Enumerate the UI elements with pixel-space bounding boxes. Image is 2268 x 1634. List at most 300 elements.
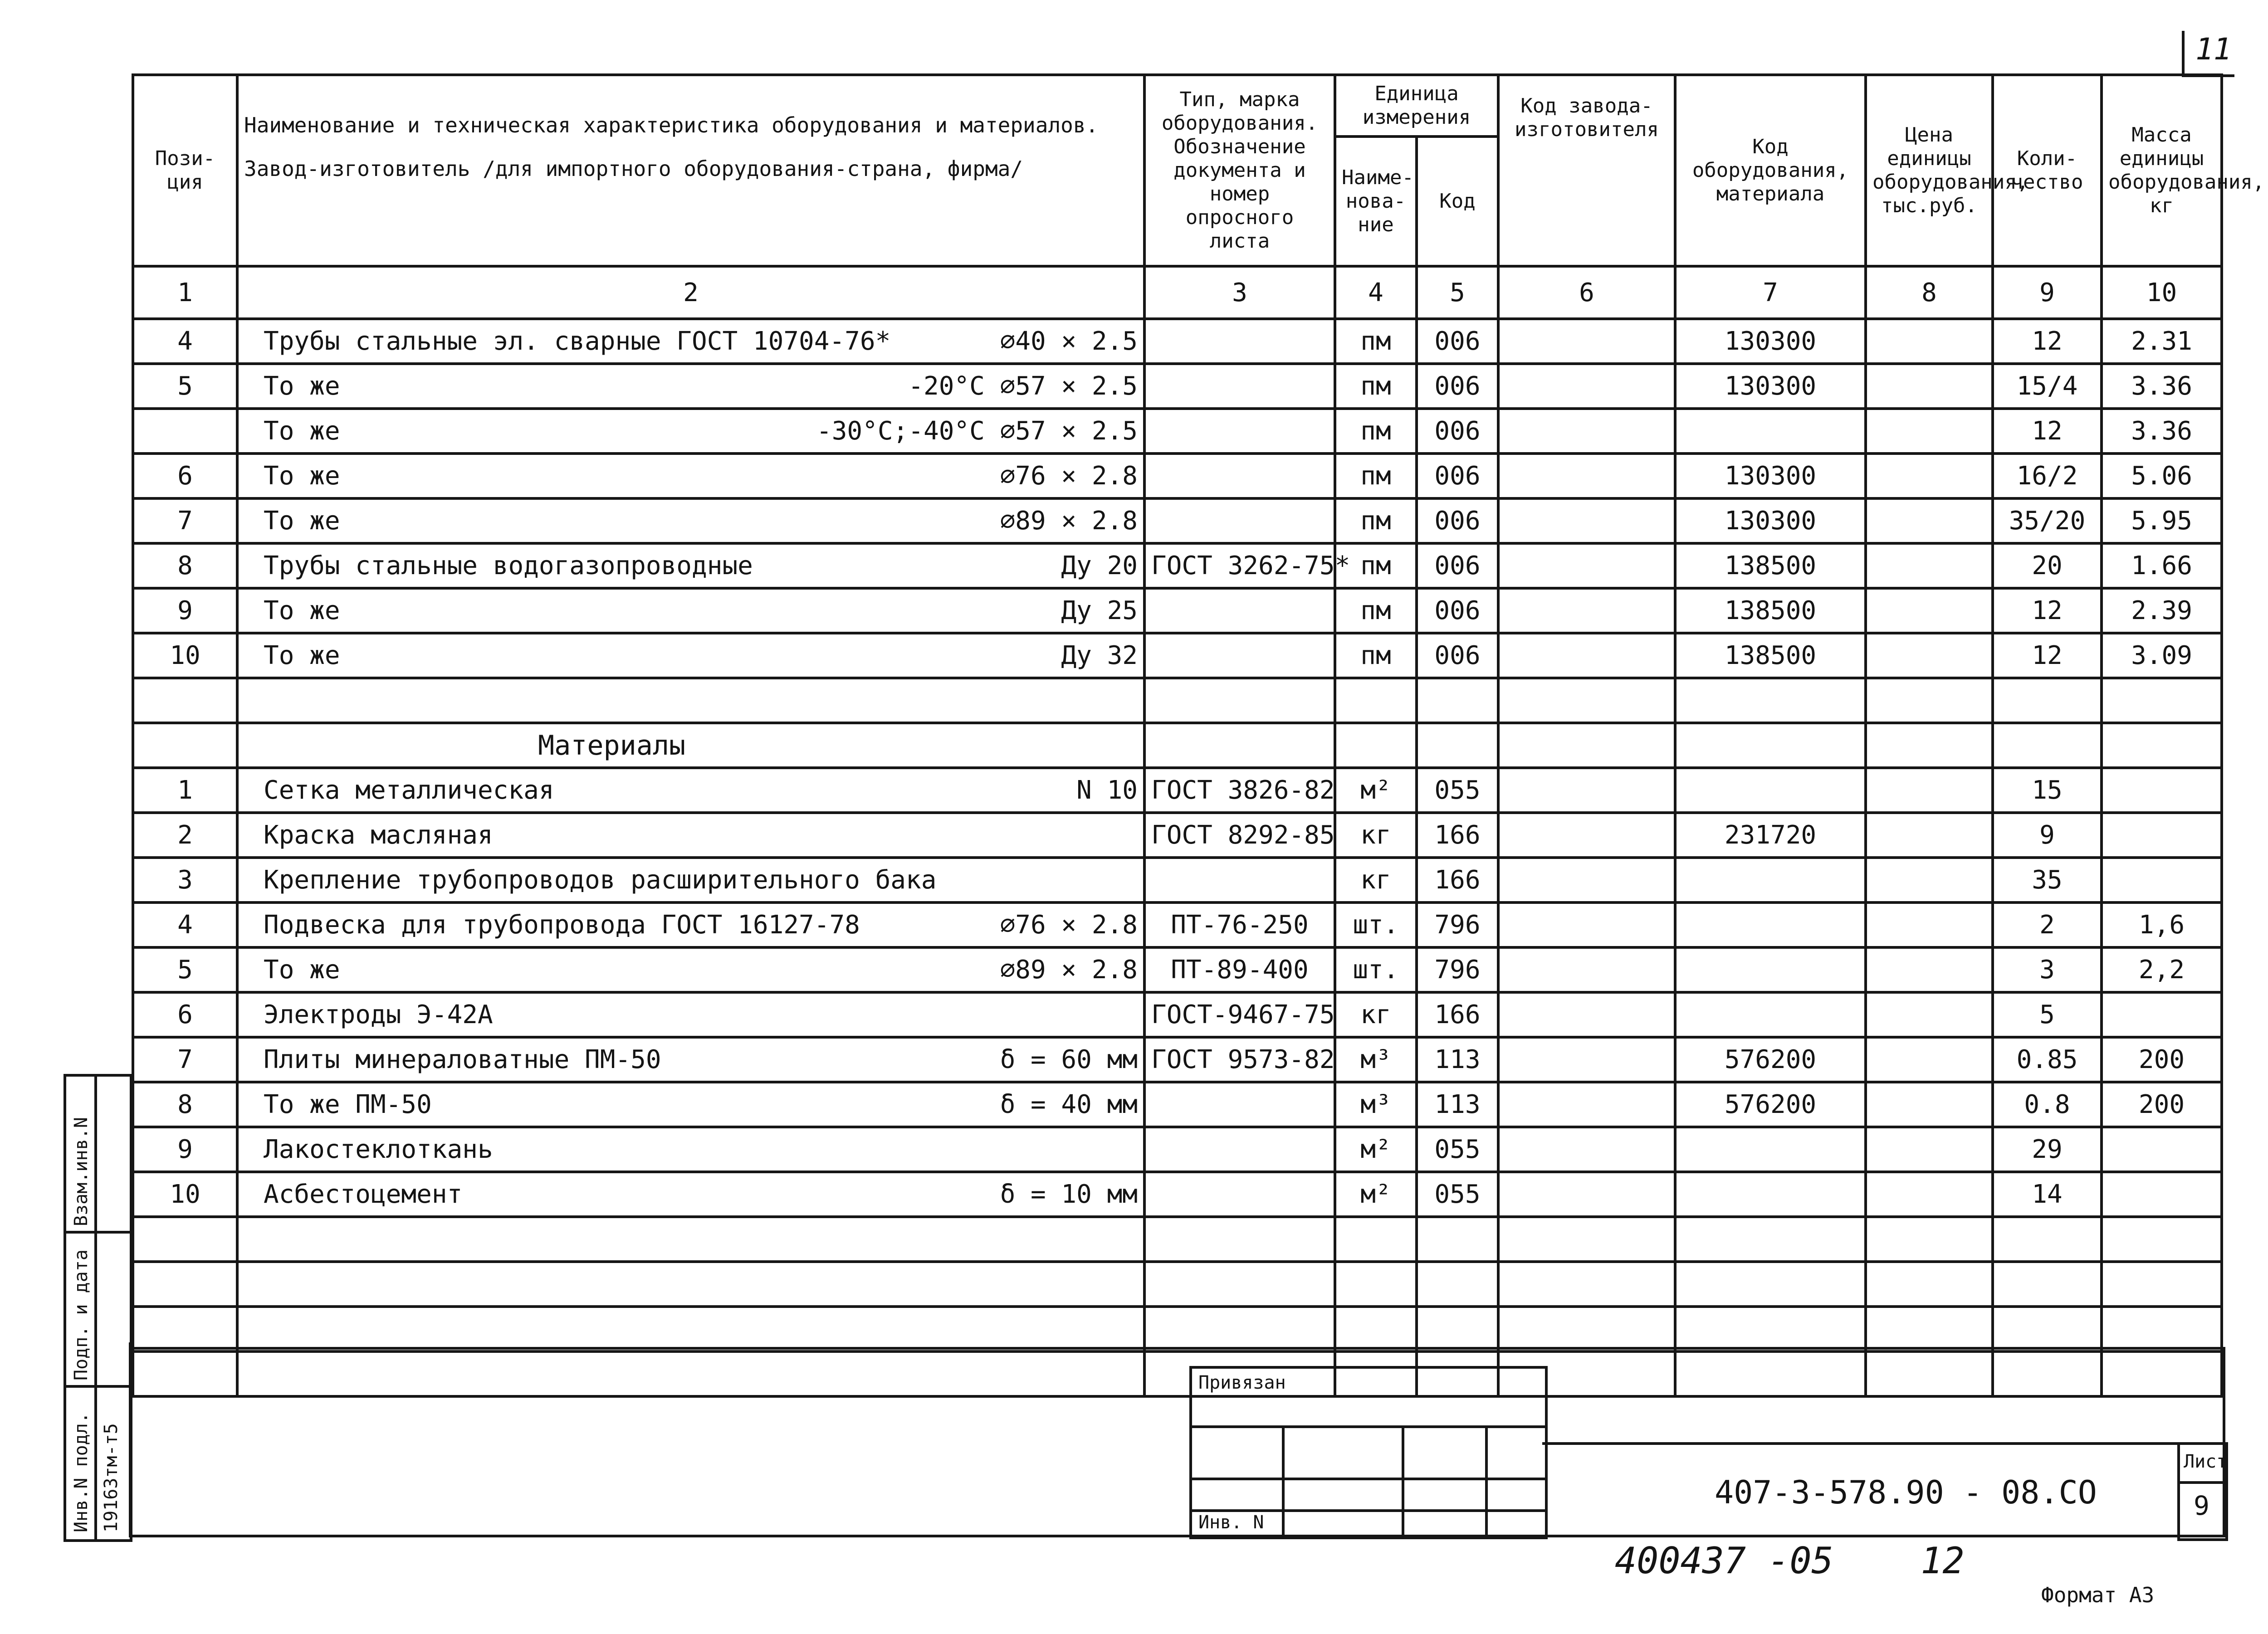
header-row [133,75,2222,137]
cell-pos: 6 [133,992,237,1037]
cell-unit: пм [1335,409,1417,454]
cell-pos: 4 [133,319,237,364]
cell-unit: пм [1335,364,1417,409]
format-label: Формат А3 [2041,1583,2155,1607]
cell-unit: пм [1335,454,1417,498]
item-name: Асбестоцемент [264,1180,463,1209]
cell-type [1144,588,1335,633]
empty-cell [2102,1307,2222,1351]
cell-code: 006 [1417,454,1498,498]
empty-cell [1675,678,1866,723]
empty-cell [1417,723,1498,768]
item-name: То же [264,955,340,985]
cell-equip [1675,768,1866,813]
empty-cell [1417,678,1498,723]
cell-factory [1498,902,1675,947]
empty-cell [1993,678,2102,723]
empty-row [133,1307,2222,1351]
document-code: 407-3-578.90 - 08.CO [1715,1474,2097,1511]
header-name: Наименование и техническая характеристика оборудования и материалов. Завод-изготовитель /для импортного оборудования-страна, фирма/ [237,75,1144,266]
cell-price [1866,364,1993,409]
header-unit-name: Наиме-нова-ние [1335,137,1417,266]
column-number: 3 [1144,266,1335,319]
cell-price [1866,813,1993,858]
cell-equip [1675,1127,1866,1172]
item-spec: Ду 20 [1061,551,1138,580]
cell-factory [1498,588,1675,633]
cell-unit: кг [1335,992,1417,1037]
cell-pos: 6 [133,454,237,498]
item-name: Электроды Э-42А [264,1000,493,1029]
empty-cell [1993,1262,2102,1307]
column-number: 5 [1417,266,1498,319]
cell-equip [1675,947,1866,992]
cell-equip: 138500 [1675,588,1866,633]
cell-type: ПТ-76-250 [1144,902,1335,947]
item-name: Крепление трубопроводов расширительного бака [264,865,937,895]
cell-equip: 576200 [1675,1037,1866,1082]
empty-cell [133,723,237,768]
empty-cell [1866,1307,1993,1351]
header-quantity: Коли-чество [1993,75,2102,266]
cell-name [237,1082,1144,1127]
stamp-inv-value: 19163тм-т5 [101,1423,122,1532]
corner-sheet-number: 11 [2195,32,2232,67]
table-row [133,409,2222,454]
empty-cell [1498,1307,1675,1351]
empty-cell [1675,1262,1866,1307]
left-stamp [64,1074,132,1542]
empty-cell [1335,1262,1417,1307]
specification-table [132,73,2265,1398]
item-name: То же [264,641,340,670]
cell-name [237,498,1144,543]
table-row [133,543,2222,588]
binding-row-line [1192,1425,1545,1428]
cell-mass [2102,858,2222,902]
table-row [133,813,2222,858]
cell-code: 113 [1417,1082,1498,1127]
item-spec: -20°С ⌀57 × 2.5 [908,371,1138,401]
section-title: Материалы [237,723,1144,768]
cell-code: 006 [1417,409,1498,454]
cell-equip [1675,1172,1866,1217]
item-name: Плиты минераловатные ПМ-50 [264,1045,661,1074]
cell-name [237,588,1144,633]
item-spec: ⌀89 × 2.8 [1000,955,1138,985]
item-name: То же [264,371,340,401]
cell-equip: 138500 [1675,543,1866,588]
empty-cell [1866,1217,1993,1262]
cell-name [237,409,1144,454]
cell-price [1866,947,1993,992]
cell-price [1866,1127,1993,1172]
empty-cell [237,678,1144,723]
cell-equip: 130300 [1675,498,1866,543]
cell-type [1144,633,1335,678]
cell-factory [1498,409,1675,454]
cell-qty: 35/20 [1993,498,2102,543]
cell-price [1866,1037,1993,1082]
cell-mass: 2.39 [2102,588,2222,633]
cell-mass [2102,768,2222,813]
cell-unit: м² [1335,768,1417,813]
cell-name [237,364,1144,409]
cell-qty: 12 [1993,588,2102,633]
cell-name [237,992,1144,1037]
cell-equip: 138500 [1675,633,1866,678]
binding-col-line [1282,1425,1285,1536]
cell-qty: 15 [1993,768,2102,813]
empty-cell [1144,723,1335,768]
cell-name [237,947,1144,992]
item-spec: Ду 32 [1061,641,1138,670]
cell-factory [1498,454,1675,498]
cell-qty: 12 [1993,409,2102,454]
empty-cell [1417,1262,1498,1307]
empty-cell [1866,723,1993,768]
empty-cell [1993,1307,2102,1351]
empty-cell [133,1307,237,1351]
column-number: 6 [1498,266,1675,319]
empty-cell [1498,678,1675,723]
cell-factory [1498,1172,1675,1217]
item-name: То же [264,506,340,536]
cell-pos: 10 [133,1172,237,1217]
empty-row [133,1262,2222,1307]
cell-type [1144,858,1335,902]
cell-type [1144,1082,1335,1127]
cell-pos: 8 [133,543,237,588]
table-row [133,992,2222,1037]
binding-col-line [1402,1425,1404,1536]
cell-code: 006 [1417,319,1498,364]
item-spec: δ = 60 мм [1000,1045,1138,1074]
cell-type [1144,364,1335,409]
empty-cell [237,1351,1144,1396]
header-price: Цена единицы оборудования, тыс.руб. [1866,75,1993,266]
empty-cell [1335,1217,1417,1262]
empty-cell [1675,1217,1866,1262]
table-row [133,319,2222,364]
cell-code: 055 [1417,1127,1498,1172]
cell-unit: пм [1335,633,1417,678]
cell-price [1866,588,1993,633]
table-row [133,633,2222,678]
empty-cell [237,1217,1144,1262]
cell-equip [1675,992,1866,1037]
cell-unit: м³ [1335,1037,1417,1082]
cell-code: 006 [1417,498,1498,543]
item-name: Лакостеклоткань [264,1135,493,1164]
column-number: 9 [1993,266,2102,319]
item-spec: ⌀76 × 2.8 [1000,461,1138,491]
cell-mass: 2,2 [2102,947,2222,992]
empty-cell [1866,1262,1993,1307]
cell-price [1866,319,1993,364]
cell-factory [1498,1082,1675,1127]
cell-pos: 8 [133,1082,237,1127]
cell-factory [1498,364,1675,409]
cell-name [237,1127,1144,1172]
binding-col-line [1485,1425,1488,1536]
cell-qty: 2 [1993,902,2102,947]
empty-cell [1866,678,1993,723]
cell-unit: пм [1335,543,1417,588]
item-spec: ⌀76 × 2.8 [1000,910,1138,940]
cell-qty: 9 [1993,813,2102,858]
table-row [133,1082,2222,1127]
cell-equip [1675,858,1866,902]
cell-pos: 3 [133,858,237,902]
binding-box [1189,1366,1548,1539]
empty-cell [1335,723,1417,768]
cell-equip [1675,409,1866,454]
cell-code: 166 [1417,813,1498,858]
empty-cell [1144,1307,1335,1351]
sheet-box [2177,1442,2228,1541]
cell-name [237,813,1144,858]
item-spec: -30°С;-40°С ⌀57 × 2.5 [816,416,1138,446]
stamp-divider [66,1231,130,1234]
cell-pos: 7 [133,498,237,543]
item-spec: N 10 [1076,776,1138,805]
item-name: То же [264,416,340,446]
empty-cell [2102,723,2222,768]
header-equipment-code: Код оборудования, материала [1675,75,1866,266]
cell-price [1866,498,1993,543]
header-unit-code: Код [1417,137,1498,266]
cell-mass: 200 [2102,1037,2222,1082]
cell-price [1866,902,1993,947]
item-spec: δ = 40 мм [1000,1090,1138,1119]
empty-cell [2102,1217,2222,1262]
empty-cell [237,1262,1144,1307]
cell-pos: 7 [133,1037,237,1082]
cell-factory [1498,319,1675,364]
cell-code: 006 [1417,633,1498,678]
empty-row [133,678,2222,723]
cell-qty: 35 [1993,858,2102,902]
column-number: 8 [1866,266,1993,319]
cell-unit: пм [1335,588,1417,633]
cell-pos: 1 [133,768,237,813]
cell-qty: 29 [1993,1127,2102,1172]
cell-type: ГОСТ 3826-82 [1144,768,1335,813]
table-row [133,947,2222,992]
empty-cell [1993,1351,2102,1396]
cell-factory [1498,858,1675,902]
binding-row-line [1192,1478,1545,1480]
cell-code: 055 [1417,1172,1498,1217]
empty-cell [1498,723,1675,768]
cell-name [237,1037,1144,1082]
empty-cell [1675,1351,1866,1396]
cell-name [237,902,1144,947]
empty-cell [2102,678,2222,723]
cell-qty: 3 [1993,947,2102,992]
sheet-box-divider [2180,1481,2225,1484]
title-block-top-line [1542,1442,2223,1445]
cell-mass: 3.36 [2102,364,2222,409]
cell-type [1144,1172,1335,1217]
table-row [133,498,2222,543]
empty-cell [1335,678,1417,723]
cell-mass: 5.06 [2102,454,2222,498]
cell-price [1866,1172,1993,1217]
cell-type: ГОСТ-9467-75 [1144,992,1335,1037]
cell-factory [1498,1037,1675,1082]
cell-mass: 200 [2102,1082,2222,1127]
cell-equip: 576200 [1675,1082,1866,1127]
cell-factory [1498,813,1675,858]
empty-cell [1993,1217,2102,1262]
cell-price [1866,992,1993,1037]
frame-base-line [129,1535,2225,1537]
frame-bottom-line [132,1347,2225,1350]
cell-mass: 3.09 [2102,633,2222,678]
stamp-vzam-label: Взам.инв.N [71,1117,92,1226]
cell-unit: м³ [1335,1082,1417,1127]
item-spec: Ду 25 [1061,596,1138,625]
empty-cell [1675,1307,1866,1351]
section-row [133,723,2222,768]
empty-cell [1144,1262,1335,1307]
empty-cell [133,1262,237,1307]
handwritten-reference: 400437 -05 12 [1615,1540,1965,1582]
sheet-number: 9 [2194,1490,2209,1521]
cell-code: 166 [1417,858,1498,902]
empty-cell [133,678,237,723]
header-type: Тип, марка оборудования. Обозначение документа и номер опросного листа [1144,75,1335,266]
stamp-divider [66,1385,130,1388]
cell-type [1144,1127,1335,1172]
cell-pos: 10 [133,633,237,678]
cell-code: 166 [1417,992,1498,1037]
cell-code: 796 [1417,902,1498,947]
column-number-row [133,266,2222,319]
cell-factory [1498,992,1675,1037]
table-row [133,1172,2222,1217]
cell-price [1866,454,1993,498]
cell-qty: 12 [1993,319,2102,364]
cell-qty: 20 [1993,543,2102,588]
cell-mass: 2.31 [2102,319,2222,364]
empty-cell [1993,723,2102,768]
item-name: То же [264,596,340,625]
empty-cell [1144,1217,1335,1262]
cell-equip: 130300 [1675,364,1866,409]
cell-pos: 2 [133,813,237,858]
table-row [133,902,2222,947]
cell-mass [2102,1172,2222,1217]
empty-cell [1498,1217,1675,1262]
cell-type: ГОСТ 8292-85 [1144,813,1335,858]
binding-inv-label: Инв. N [1198,1512,1264,1533]
cell-pos: 5 [133,947,237,992]
cell-price [1866,768,1993,813]
cell-price [1866,858,1993,902]
empty-cell [1144,678,1335,723]
cell-factory [1498,947,1675,992]
cell-mass: 5.95 [2102,498,2222,543]
cell-type: ГОСТ 3262-75* [1144,543,1335,588]
cell-equip: 130300 [1675,319,1866,364]
cell-code: 006 [1417,588,1498,633]
cell-unit: м² [1335,1172,1417,1217]
cell-pos: 9 [133,1127,237,1172]
cell-name [237,454,1144,498]
empty-cell [1866,1351,1993,1396]
cell-equip: 130300 [1675,454,1866,498]
cell-mass: 1,6 [2102,902,2222,947]
empty-cell [1675,723,1866,768]
empty-cell [1417,1217,1498,1262]
header-position: Пози-ция [133,75,237,266]
item-name: Подвеска для трубопровода ГОСТ 16127-78 [264,910,860,940]
table-row [133,454,2222,498]
cell-qty: 5 [1993,992,2102,1037]
table-row [133,588,2222,633]
cell-type [1144,498,1335,543]
cell-unit: шт. [1335,947,1417,992]
cell-name [237,1172,1144,1217]
cell-code: 055 [1417,768,1498,813]
cell-pos: 5 [133,364,237,409]
cell-qty: 0.85 [1993,1037,2102,1082]
item-name: Трубы стальные водогазопроводные [264,551,753,580]
stamp-podp-label: Подп. и дата [71,1249,92,1380]
cell-name [237,319,1144,364]
cell-type: ГОСТ 9573-82 [1144,1037,1335,1082]
cell-qty: 12 [1993,633,2102,678]
cell-code: 006 [1417,364,1498,409]
empty-cell [133,1217,237,1262]
cell-mass: 1.66 [2102,543,2222,588]
cell-code: 006 [1417,543,1498,588]
cell-pos [133,409,237,454]
binding-title: Привязан [1198,1372,1286,1393]
cell-name [237,543,1144,588]
cell-unit: шт. [1335,902,1417,947]
cell-factory [1498,543,1675,588]
item-name: То же ПМ-50 [264,1090,432,1119]
cell-code: 113 [1417,1037,1498,1082]
empty-cell [1417,1307,1498,1351]
cell-type [1144,409,1335,454]
cell-qty: 15/4 [1993,364,2102,409]
empty-row [133,1217,2222,1262]
table-row [133,364,2222,409]
table-row [133,1127,2222,1172]
cell-price [1866,543,1993,588]
cell-name [237,633,1144,678]
cell-price [1866,409,1993,454]
cell-factory [1498,768,1675,813]
cell-pos: 9 [133,588,237,633]
column-number: 2 [237,266,1144,319]
cell-equip: 231720 [1675,813,1866,858]
empty-cell [1498,1262,1675,1307]
header-mass: Масса единицы оборудования, кг [2102,75,2222,266]
cell-name [237,768,1144,813]
cell-mass: 3.36 [2102,409,2222,454]
column-number: 1 [133,266,237,319]
cell-mass [2102,992,2222,1037]
cell-unit: пм [1335,498,1417,543]
cell-name [237,858,1144,902]
cell-factory [1498,633,1675,678]
